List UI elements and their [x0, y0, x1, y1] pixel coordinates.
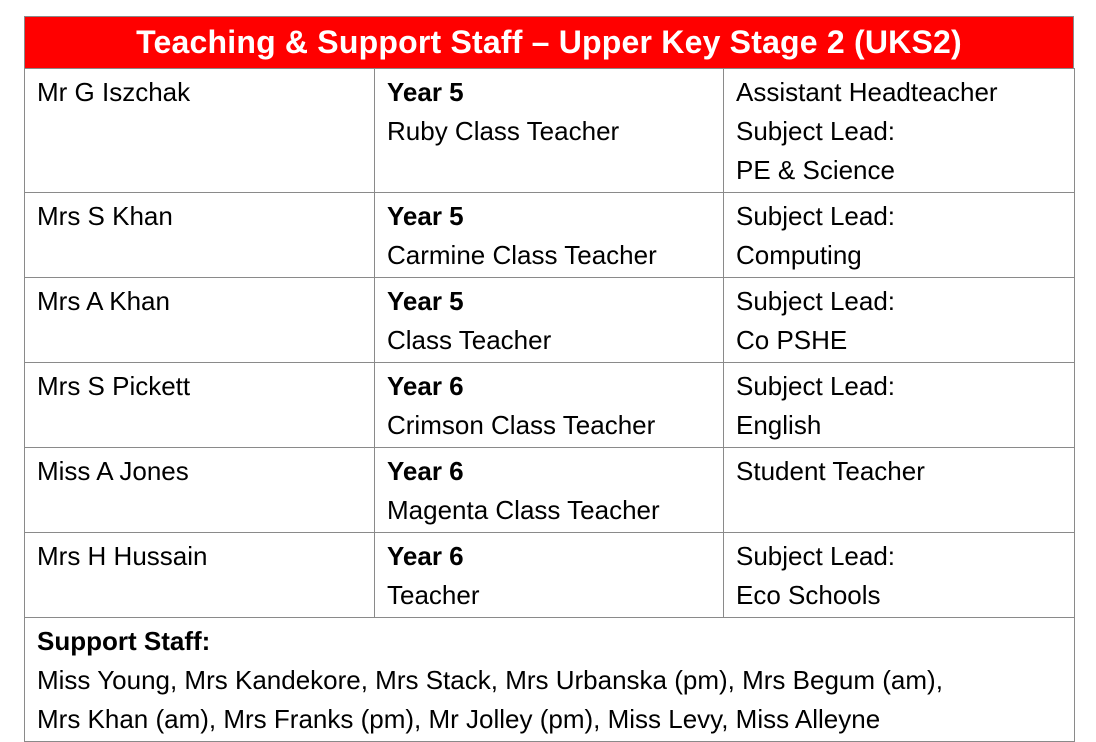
staff-name: Miss A Jones	[37, 456, 189, 486]
role-line: Subject Lead:	[736, 201, 896, 231]
class-role: Class Teacher	[387, 325, 552, 355]
class-role: Magenta Class Teacher	[387, 495, 660, 525]
role-line: Subject Lead:	[736, 116, 896, 146]
year-group: Year 5	[387, 286, 464, 316]
staff-class-cell	[375, 363, 724, 448]
year-group: Year 5	[387, 77, 464, 107]
role-line: PE & Science	[736, 155, 895, 185]
staff-name-cell	[25, 278, 375, 363]
year-group: Year 6	[387, 541, 464, 571]
staff-name-cell	[25, 533, 375, 618]
staff-name: Mr G Iszchak	[37, 77, 191, 107]
staff-roles-cell	[724, 69, 1075, 193]
role-line: Subject Lead:	[736, 541, 896, 571]
staff-class-cell	[375, 448, 724, 533]
staff-class-cell	[375, 69, 724, 193]
support-staff-line: Mrs Khan (am), Mrs Franks (pm), Mr Jolley (pm), Miss Levy, Miss Alleyne	[37, 704, 881, 734]
role-line: Student Teacher	[736, 456, 925, 486]
staff-name-cell	[25, 363, 375, 448]
role-line: Eco Schools	[736, 580, 881, 610]
staff-name-cell	[25, 193, 375, 278]
table-row	[25, 363, 1075, 448]
table-title: Teaching & Support Staff – Upper Key Stage 2 (UKS2)	[24, 16, 1074, 68]
staff-roles-cell	[724, 278, 1075, 363]
staff-name-cell	[25, 69, 375, 193]
support-staff-heading: Support Staff:	[37, 626, 211, 656]
staff-name: Mrs S Pickett	[37, 371, 191, 401]
table-row	[25, 448, 1075, 533]
staff-name: Mrs A Khan	[37, 286, 170, 316]
role-line: Subject Lead:	[736, 286, 896, 316]
staff-sheet	[24, 16, 1074, 742]
class-role: Teacher	[387, 580, 480, 610]
staff-roles-cell	[724, 363, 1075, 448]
role-line: Computing	[736, 240, 862, 270]
role-line: Co PSHE	[736, 325, 848, 355]
table-row	[25, 193, 1075, 278]
staff-table-body	[25, 69, 1075, 742]
support-staff-line: Miss Young, Mrs Kandekore, Mrs Stack, Mrs Urbanska (pm), Mrs Begum (am),	[37, 665, 943, 695]
staff-class-cell	[375, 278, 724, 363]
staff-name-cell	[25, 448, 375, 533]
staff-class-cell	[375, 193, 724, 278]
table-row	[25, 533, 1075, 618]
staff-roles-cell	[724, 448, 1075, 533]
year-group: Year 6	[387, 371, 464, 401]
class-role: Carmine Class Teacher	[387, 240, 657, 270]
support-staff-cell	[25, 618, 1075, 742]
staff-roles-cell	[724, 533, 1075, 618]
table-row	[25, 69, 1075, 193]
role-line: Assistant Headteacher	[736, 77, 998, 107]
staff-name: Mrs H Hussain	[37, 541, 208, 571]
year-group: Year 6	[387, 456, 464, 486]
staff-name: Mrs S Khan	[37, 201, 173, 231]
staff-class-cell	[375, 533, 724, 618]
year-group: Year 5	[387, 201, 464, 231]
staff-table	[24, 68, 1075, 742]
role-line: English	[736, 410, 822, 440]
class-role: Crimson Class Teacher	[387, 410, 656, 440]
class-role: Ruby Class Teacher	[387, 116, 620, 146]
role-line: Subject Lead:	[736, 371, 896, 401]
table-row	[25, 278, 1075, 363]
support-staff-row	[25, 618, 1075, 742]
staff-roles-cell	[724, 193, 1075, 278]
